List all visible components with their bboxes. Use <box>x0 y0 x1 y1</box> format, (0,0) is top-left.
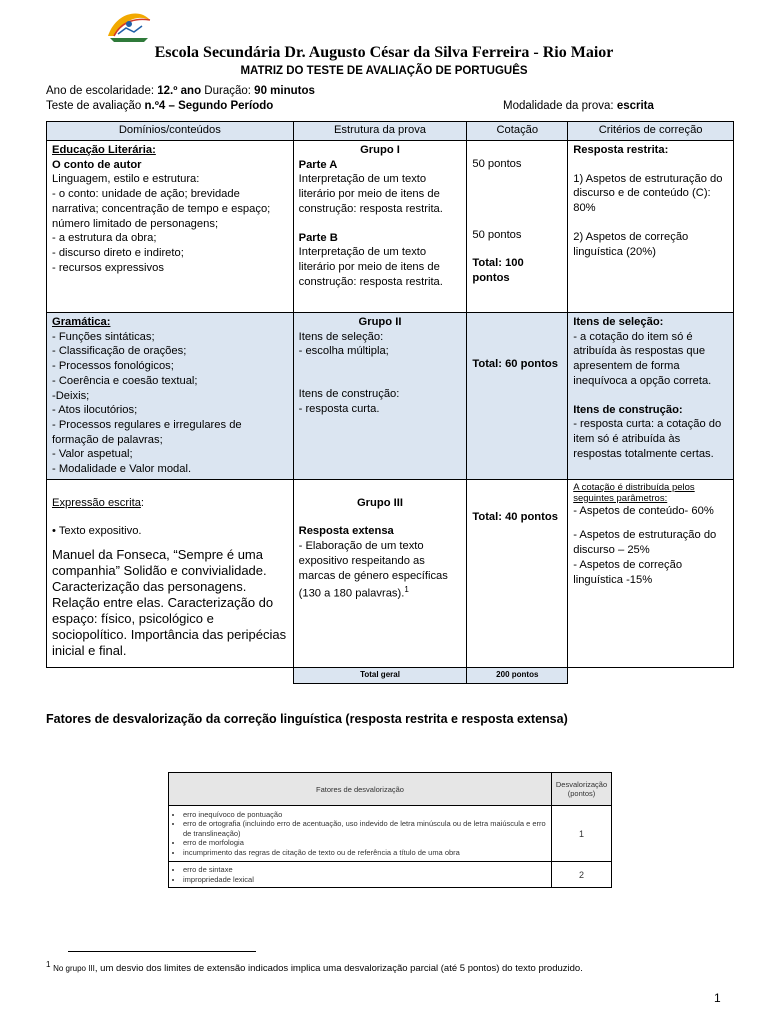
meta-modalidade: Modalidade da prova: escrita <box>503 100 654 112</box>
table-row <box>47 141 734 313</box>
dominio-line: - discurso direto e indireto; <box>52 246 184 259</box>
criteria-text: - Aspetos de correção linguística -15% <box>573 558 683 586</box>
cotacao-value: 50 pontos <box>472 158 522 170</box>
points-cell: 2 <box>552 862 612 888</box>
column-header: Estrutura da prova <box>293 122 467 141</box>
cotacao-total: Total: 100 pontos <box>472 257 524 285</box>
table-row <box>169 862 612 888</box>
criteria-text: 2) Aspetos de correção linguística (20%) <box>573 230 689 258</box>
group-title: Grupo III <box>356 496 403 509</box>
total-row <box>47 667 734 683</box>
estrutura-cell <box>293 479 467 667</box>
item-text: - resposta curta. <box>298 402 380 415</box>
dominio-cell <box>47 313 294 480</box>
table-row <box>47 313 734 480</box>
dominio-line: - Atos ilocutórios; <box>52 404 138 417</box>
points-cell: 1 <box>552 806 612 862</box>
dominio-line: - Classificação de orações; <box>52 345 187 358</box>
dominio-line: Linguagem, estilo e estrutura: <box>52 173 200 186</box>
list-item: • erro de sintaxe <box>183 865 547 875</box>
part-title: Parte B <box>298 231 338 244</box>
dominio-heading: Expressão escrita: <box>52 496 145 509</box>
part-title: Parte A <box>298 158 338 171</box>
item-type: Itens de seleção: <box>298 330 384 343</box>
footnote-separator <box>68 951 256 952</box>
part-text: Interpretação de um texto literário por meio de itens de construção: resposta restrita. <box>298 173 443 215</box>
school-name: Escola Secundária Dr. Augusto César da Silva Ferreira - Rio Maior <box>154 44 614 61</box>
list-item: • erro inequívoco de pontuação <box>183 810 547 820</box>
dominio-line: - Coerência e coesão textual; <box>52 374 198 387</box>
dominio-cell <box>47 141 294 313</box>
dominio-text: Manuel da Fonseca, “Sempre é uma companhia” Solidão e convivialidade. Caracterização das personagens. Relação entre elas. Caracterização do espaço: físico, psicológico e sociopolítico. Importância das peripécias inicial e final. <box>52 547 287 659</box>
test-matrix-table <box>46 121 734 684</box>
column-header: Cotação <box>467 122 568 141</box>
dominio-cell <box>47 479 294 667</box>
criteria-intro: A cotação é distribuída pelos seguintes parâmetros: <box>573 481 695 504</box>
desvalorizacao-table <box>168 772 612 888</box>
cotacao-total: Total: 40 pontos <box>472 510 558 523</box>
table-header-row <box>169 773 612 806</box>
cotacao-cell <box>467 479 568 667</box>
criteria-text: - a cotação do item só é atribuída às respostas que apresentem de forma inequívoca a opção correta. <box>573 330 712 387</box>
list-item: • erro de ortografia (incluindo erro de acentuação, uso indevido de letra minúscula ou de letra maiúscula e erro de translineação) <box>183 819 547 838</box>
dominio-line: - Modalidade e Valor modal. <box>52 463 192 476</box>
criteria-text: - Aspetos de estruturação do discurso – 25% <box>573 529 717 557</box>
criteria-title: Resposta restrita: <box>573 144 669 156</box>
column-header: Fatores de desvalorização <box>169 773 552 806</box>
estrutura-cell <box>293 313 467 480</box>
dominio-line: -Deixis; <box>52 389 90 402</box>
column-header: Domínios/conteúdos <box>47 122 294 141</box>
criteria-title: Itens de construção: <box>573 403 683 416</box>
cotacao-cell <box>467 313 568 480</box>
cotacao-value: 50 pontos <box>472 228 522 241</box>
dominio-line: - Funções sintáticas; <box>52 330 155 343</box>
part-text: Interpretação de um texto literário por meio de itens de construção: resposta restrita. <box>298 246 443 288</box>
dominio-title: Expressão escrita <box>52 496 141 509</box>
estrutura-cell <box>293 141 467 313</box>
group-title: Grupo II <box>358 316 402 328</box>
dominio-item: • Texto expositivo. <box>52 525 142 538</box>
group-title: Grupo I <box>360 144 400 156</box>
factors-cell <box>169 862 552 888</box>
criteria-text: - resposta curta: a cotação do item só é atribuída às respostas totalmente certas. <box>573 418 722 460</box>
table-row <box>169 806 612 862</box>
factors-cell <box>169 806 552 862</box>
meta-teste: Teste de avaliação n.º4 – Segundo Período <box>46 100 274 112</box>
cotacao-total: Total: 60 pontos <box>472 358 558 370</box>
criteria-text: 1) Aspetos de estruturação do discurso e de conteúdo (C): 80% <box>573 172 723 215</box>
list-item: • impropriedade lexical <box>183 875 547 885</box>
criterios-cell <box>568 141 734 313</box>
dominio-line: - Valor aspetual; <box>52 448 133 461</box>
dominio-line: - recursos expressivos <box>52 261 164 274</box>
dominio-line: - Processos regulares e irregulares de formação de palavras; <box>52 418 242 446</box>
criteria-text: - Aspetos de conteúdo- 60% <box>573 504 714 517</box>
dominio-line: - Processos fonológicos; <box>52 360 174 373</box>
response-text: - Elaboração de um texto expositivo respeitando as marcas de género específicas (130 a 180 palavras).$^1$ <box>298 540 448 600</box>
item-type: Itens de construção: <box>298 388 400 401</box>
meta-ano: Ano de escolaridade: 12.º ano Duração: 90 minutos <box>46 85 315 97</box>
total-value: 200 pontos <box>467 667 568 683</box>
list-item: • incumprimento das regras de citação de texto ou de referência a título de uma obra <box>183 848 547 858</box>
list-item: • erro de morfologia <box>183 838 547 848</box>
document-title: MATRIZ DO TESTE DE AVALIAÇÃO DE PORTUGUÊS <box>240 65 528 77</box>
dominio-title: Educação Literária: <box>52 144 156 156</box>
page-number: 1 <box>714 991 721 1005</box>
column-header: Critérios de correção <box>568 122 734 141</box>
dominio-subtitle: O conto de autor <box>52 158 142 171</box>
section-heading: Fatores de desvalorização da correção linguística (resposta restrita e resposta extensa) <box>46 712 568 726</box>
criterios-cell <box>568 313 734 480</box>
item-text: - escolha múltipla; <box>298 345 389 358</box>
dominio-line: - o conto: unidade de ação; brevidade narrativa; concentração de tempo e espaço; número limitado de personagens; <box>52 188 271 230</box>
criterios-cell <box>568 479 734 667</box>
response-title: Resposta extensa <box>298 525 394 538</box>
dominio-title: Gramática: <box>52 316 111 328</box>
table-row <box>47 479 734 667</box>
cotacao-cell <box>467 141 568 313</box>
table-header-row <box>47 122 734 141</box>
criteria-title: Itens de seleção: <box>573 316 664 328</box>
total-label: Total geral <box>293 667 467 683</box>
column-header: Desvalorização (pontos) <box>552 773 612 806</box>
school-logo <box>104 6 154 44</box>
footnote: $^1$ No grupo III, um desvio dos limites de extensão indicados implica uma desvalorização parcial (até 5 pontos) do texto produzido. <box>46 960 583 975</box>
dominio-line: - a estrutura da obra; <box>52 232 157 245</box>
